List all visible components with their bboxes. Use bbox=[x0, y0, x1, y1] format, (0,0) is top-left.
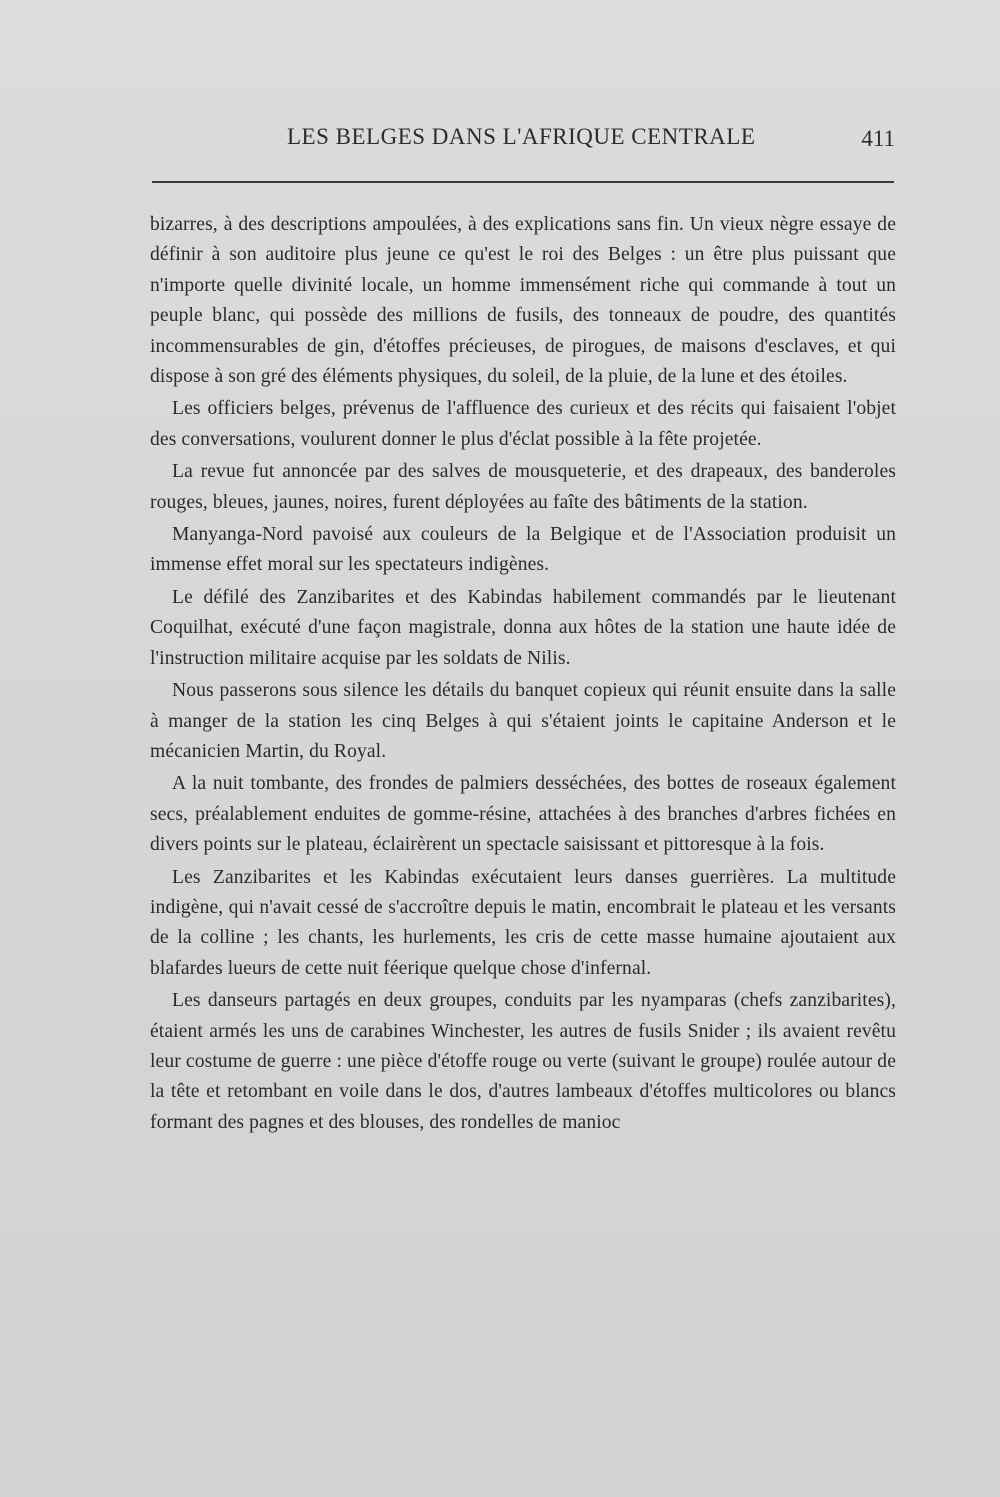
header-rule bbox=[152, 181, 894, 183]
paragraph: Le défilé des Zanzibarites et des Kabindas habilement commandés par le lieutenant Coquilhat, exécuté d'une façon magistrale, donna aux hôtes de la station une haute idée de l'instruction militaire acquise par les soldats de Nilis. bbox=[150, 586, 896, 669]
running-title: LES BELGES DANS L'AFRIQUE CENTRALE bbox=[287, 124, 756, 149]
paragraph: Les danseurs partagés en deux groupes, conduits par les nyamparas (chefs zanzibarites), étaient armés les uns de carabines Winchester, les autres de fusils Snider ; ils avaient revêtu leur costume de guerre : une pièce d'étoffe rouge ou verte (suivant le groupe) roulée autour de la tête et retombant en voile dans le dos, d'autres lambeaux d'étoffes multicolores ou blancs formant des pagnes et des blouses, des rondelles de manioc bbox=[150, 990, 896, 1133]
paragraph: Manyanga-Nord pavoisé aux couleurs de la Belgique et de l'Association produisit un immense effet moral sur les spectateurs indigènes. bbox=[150, 524, 896, 576]
paragraph: bizarres, à des descriptions ampoulées, à des explications sans fin. Un vieux nègre essaye de définir à son auditoire plus jeune ce qu'est le roi des Belges : un être plus puissant que n'importe quelle divinité locale, un homme immensément riche qui commande à tout un peuple blanc, qui possède des millions de fusils, des tonneaux de poudre, des quantités incommensurables de gin, d'étoffes précieuses, de pirogues, de maisons d'esclaves, et qui dispose à son gré des éléments physiques, du soleil, de la pluie, de la lune et des étoiles. bbox=[150, 214, 896, 388]
paragraph: Nous passerons sous silence les détails du banquet copieux qui réunit ensuite dans la salle à manger de la station les cinq Belges à qui s'étaient joints le capitaine Anderson et le mécanicien Martin, du Royal. bbox=[150, 680, 896, 762]
paragraph: Les officiers belges, prévenus de l'affluence des curieux et des récits qui faisaient l'objet des conversations, voulurent donner le plus d'éclat possible à la fête projetée. bbox=[150, 398, 896, 450]
body-text bbox=[150, 210, 896, 1140]
paragraph: Les Zanzibarites et les Kabindas exécutaient leurs danses guerrières. La multitude indigène, qui n'avait cessé de s'accroître depuis le matin, encombrait le plateau et les versants de la colline ; les chants, les hurlements, les cris de cette masse humaine ajoutaient aux blafardes lueurs de cette nuit féerique quelque chose d'infernal. bbox=[150, 866, 896, 979]
paragraph: A la nuit tombante, des frondes de palmiers desséchées, des bottes de roseaux également secs, préalablement enduites de gomme-résine, attachées à des branches d'arbres fichées en divers points sur le plateau, éclairèrent un spectacle saisissant et pittoresque à la fois. bbox=[150, 773, 896, 856]
paragraph: La revue fut annoncée par des salves de mousqueterie, et des drapeaux, des banderoles rouges, bleues, jaunes, noires, furent déployées au faîte des bâtiments de la station. bbox=[150, 461, 896, 513]
running-header bbox=[150, 124, 895, 154]
page-number: 411 bbox=[861, 126, 895, 151]
